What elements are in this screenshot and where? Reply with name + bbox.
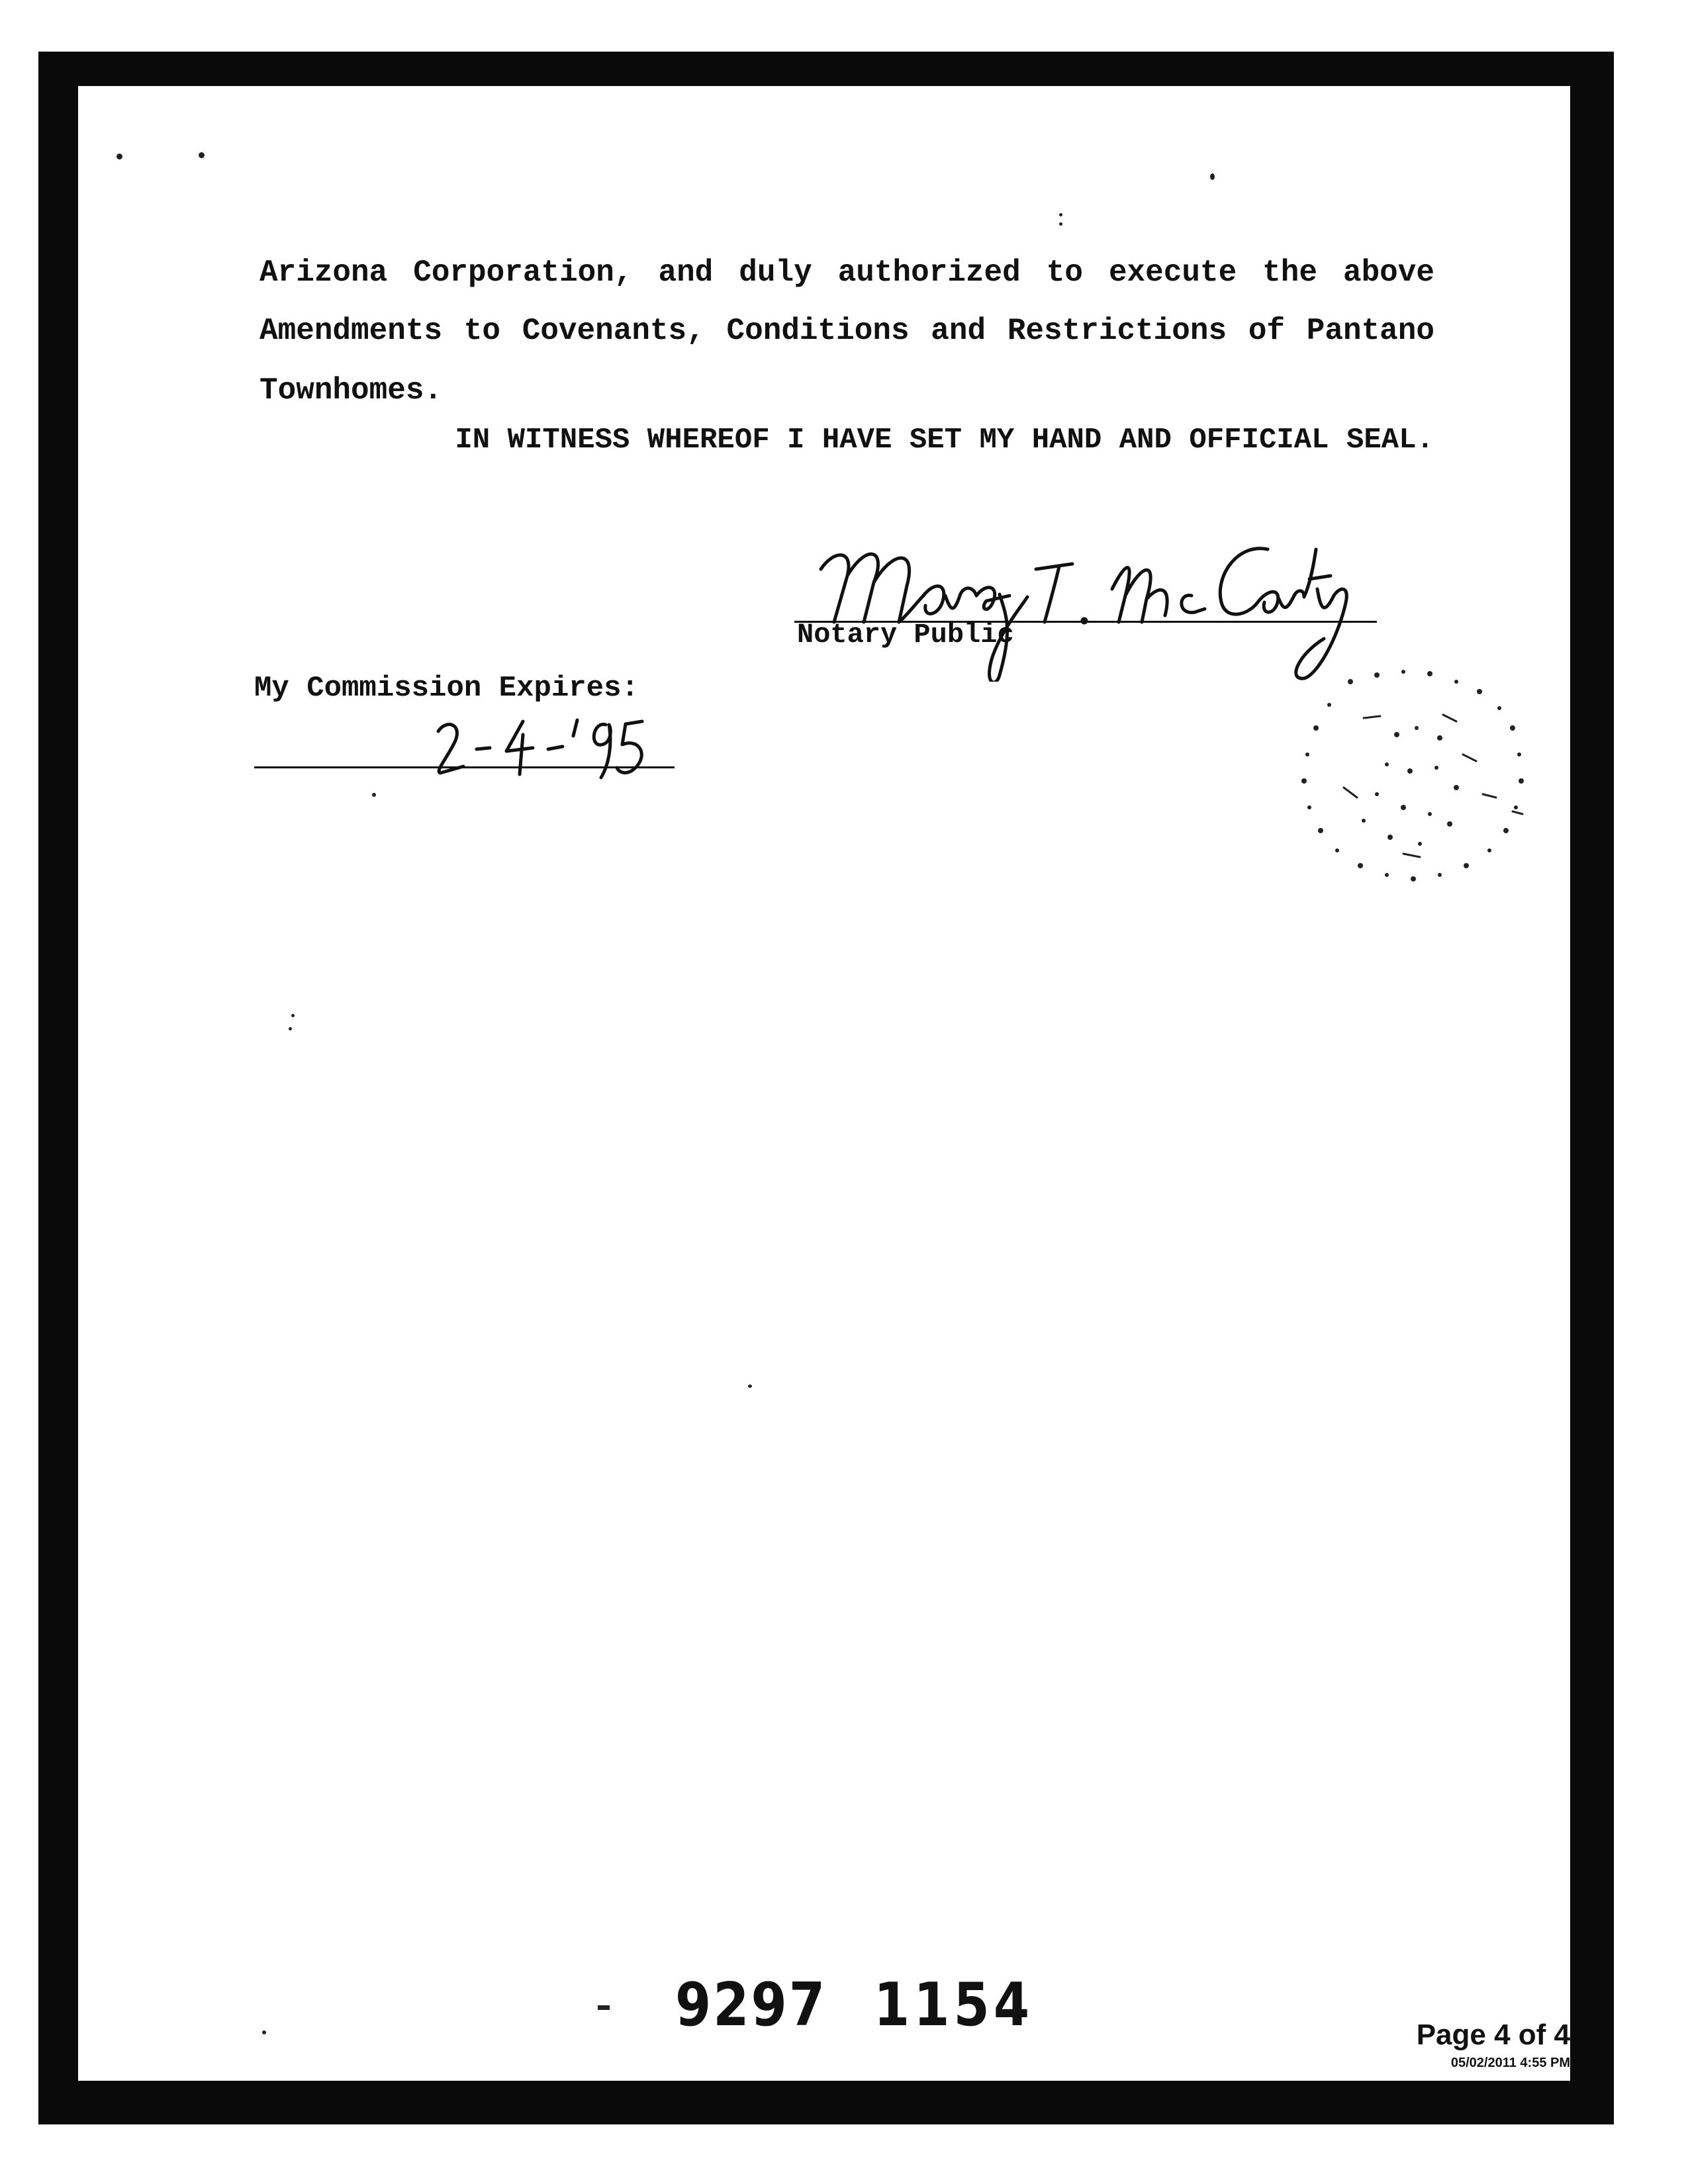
paragraph-line: Amendments to Covenants, Conditions and Restrictions of Pantano <box>259 314 1434 348</box>
date-line <box>254 766 675 768</box>
recording-page: 1154 <box>874 1971 1034 2040</box>
scan-speck <box>748 1385 752 1388</box>
page-indicator: Page 4 of 4 <box>1416 2019 1570 2051</box>
scan-speck <box>262 2030 266 2034</box>
notary-label: Notary Public <box>797 619 1014 651</box>
scan-speck <box>199 152 205 158</box>
paragraph-line: Arizona Corporation, and duly authorized to execute the above <box>259 255 1434 290</box>
scan-speck <box>117 154 122 159</box>
scan-speck <box>291 1014 295 1017</box>
print-timestamp: 05/02/2011 4:55 PM <box>1450 2056 1570 2070</box>
footer-dash-mark <box>598 2005 610 2010</box>
commission-date <box>424 708 649 781</box>
commission-label: My Commission Expires: <box>254 672 639 705</box>
scan-speck <box>1210 173 1215 180</box>
scan-speck <box>372 793 376 797</box>
recording-number: 9297 <box>675 1971 827 2040</box>
scan-speck <box>1059 222 1062 226</box>
paragraph-line: Townhomes. <box>259 373 443 408</box>
scan-speck <box>1059 213 1062 216</box>
notary-seal <box>1244 655 1562 913</box>
witness-clause: IN WITNESS WHEREOF I HAVE SET MY HAND AND OFFICIAL SEAL. <box>455 424 1434 457</box>
scan-speck <box>289 1027 292 1030</box>
